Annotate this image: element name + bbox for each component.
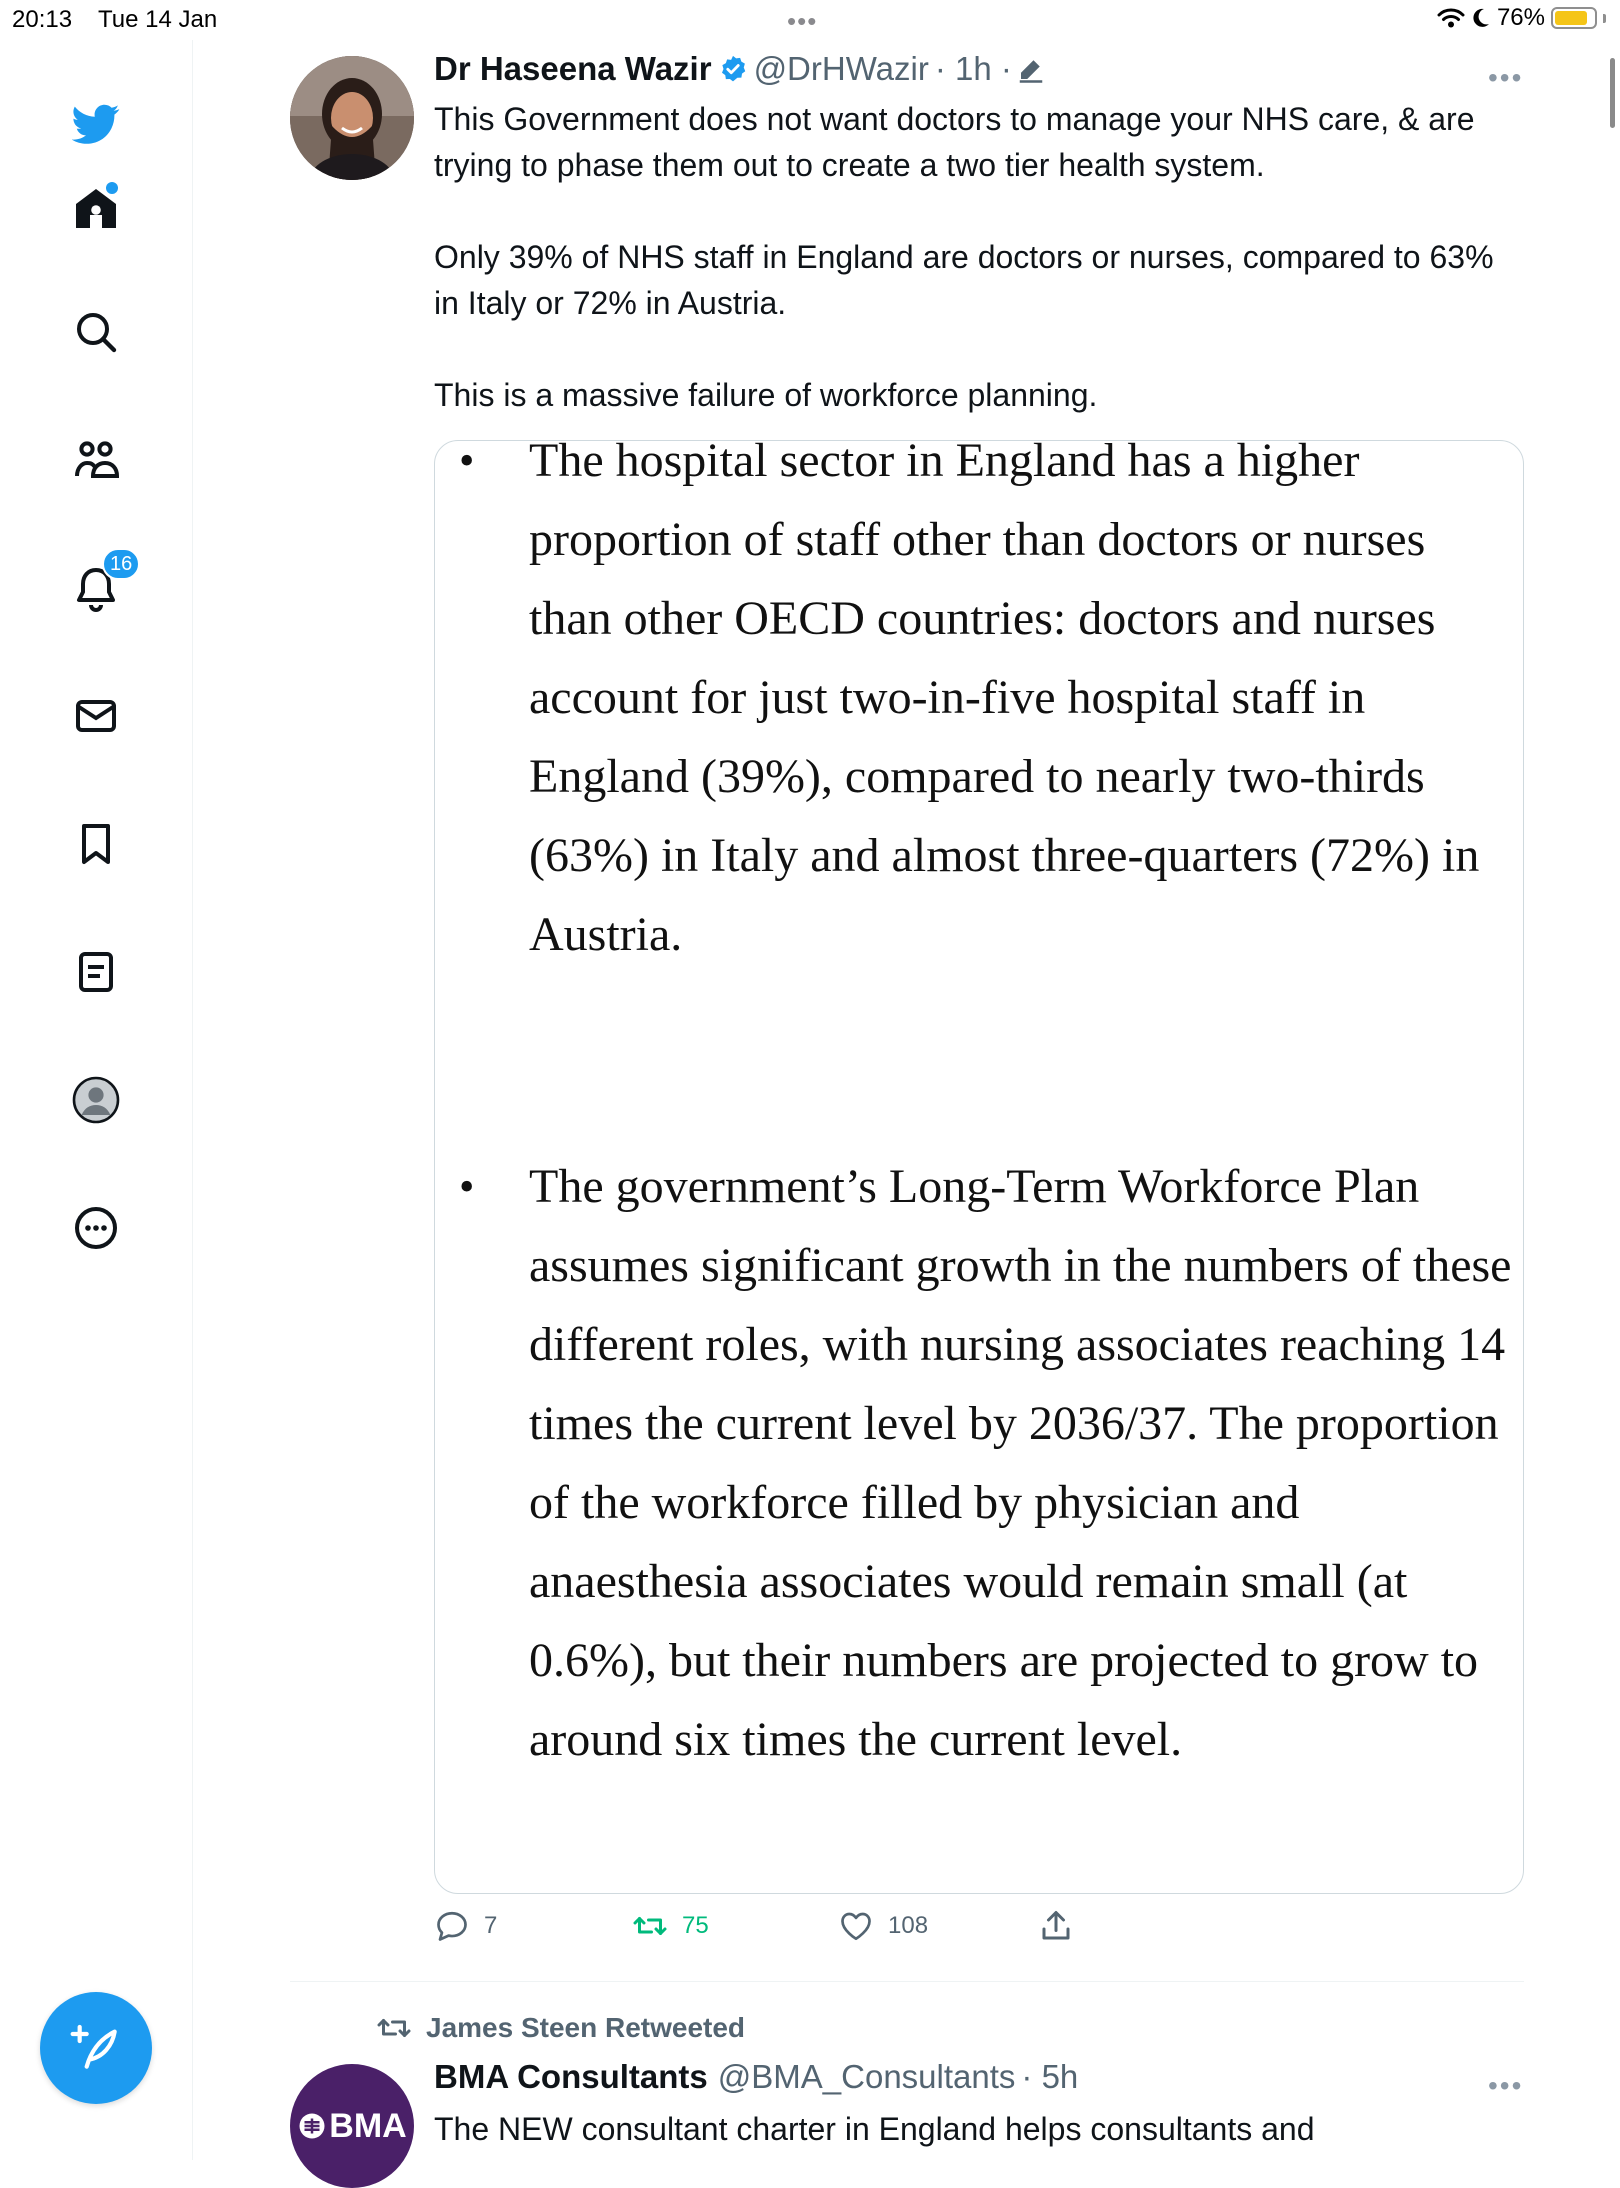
envelope-icon — [72, 692, 120, 740]
like-count: 108 — [888, 1912, 929, 1939]
author-handle[interactable]: @BMA_Consultants — [717, 2058, 1016, 2095]
heart-icon — [838, 1908, 874, 1944]
reply-button[interactable] — [434, 1908, 497, 1944]
author-name[interactable]: Dr Haseena Wazir — [434, 50, 712, 87]
tweet-actions — [434, 1908, 1434, 1952]
share-button[interactable] — [1038, 1908, 1074, 1944]
notifications-badge: 16 — [102, 548, 140, 580]
tweet-more-options-icon[interactable]: ••• — [1488, 2070, 1524, 2101]
bma-avatar[interactable] — [290, 2064, 414, 2188]
retweet-icon — [632, 1908, 668, 1944]
nav-explore[interactable] — [62, 298, 130, 366]
sidebar — [0, 40, 193, 2160]
list-icon — [72, 948, 120, 996]
tweet-time[interactable]: · 5h — [1021, 2058, 1079, 2095]
bookmark-icon — [72, 820, 120, 868]
nav-bookmarks[interactable] — [62, 810, 130, 878]
feather-plus-icon — [68, 2020, 124, 2076]
tweet-text: The NEW consultant charter in England helps consultants and — [434, 2111, 1315, 2147]
unread-dot — [106, 182, 118, 194]
reply-count: 7 — [484, 1912, 498, 1939]
reply-icon — [434, 1908, 470, 1944]
tweet-time[interactable]: · 1h · — [934, 50, 1012, 87]
tweet-image[interactable] — [434, 440, 1524, 1894]
image-bullet-text: • The hospital sector in England has a higher proportion of staff other than doctors or nurses than other OECD countries: doctors and nurses account for just two-in-five hospital staff in England (39%), compared to nearly two-thirds (63%) in Italy and almost three-quarters (72%) in Austria. — [529, 440, 1519, 974]
verified-badge-icon — [718, 54, 748, 84]
nav-home[interactable] — [62, 174, 130, 242]
nav-lists[interactable] — [62, 938, 130, 1006]
search-icon — [72, 308, 120, 356]
wifi-icon — [1437, 7, 1465, 29]
edited-pencil-icon — [1016, 54, 1046, 84]
retweeted-by-line[interactable] — [376, 2010, 745, 2046]
battery-percent: 76% — [1496, 4, 1545, 31]
moon-icon — [1471, 7, 1491, 29]
battery-icon — [1551, 7, 1597, 29]
tweet-divider — [290, 1981, 1524, 1982]
status-date: Tue 14 Jan — [98, 6, 218, 33]
image-bullet-text: • The government’s Long-Term Workforce Plan assumes significant growth in the numbers of these different roles, with nursing associates reaching 14 times the current level by 2036/37. The proportion of the workforce filled by physician and anaesthesia associates would remain small (at 0.6%), but their numbers are projected to grow to around six times the current level. — [529, 1147, 1519, 1779]
tweet-header — [434, 2058, 1078, 2096]
tweet-header — [434, 50, 1046, 88]
twitter-logo-icon[interactable] — [62, 90, 130, 158]
like-button[interactable] — [838, 1908, 928, 1944]
share-icon — [1038, 1908, 1074, 1944]
author-avatar[interactable] — [290, 56, 414, 180]
retweeted-by-label: James Steen Retweeted — [426, 2012, 746, 2043]
compose-tweet-button[interactable] — [40, 1992, 152, 2104]
retweet-button[interactable] — [632, 1908, 709, 1944]
nav-more[interactable] — [62, 1194, 130, 1262]
author-name[interactable]: BMA Consultants — [434, 2058, 708, 2095]
retweet-icon — [376, 2010, 412, 2046]
nav-messages[interactable] — [62, 682, 130, 750]
tweet-text — [434, 96, 1514, 418]
profile-avatar-icon — [72, 1076, 120, 1124]
author-handle[interactable]: @DrHWazir — [753, 50, 929, 87]
retweet-count: 75 — [682, 1912, 709, 1939]
tweet-paragraph: Only 39% of NHS staff in England are doctors or nurses, compared to 63% in Italy or 72% in Austria. — [434, 239, 1494, 321]
communities-icon — [72, 436, 120, 484]
status-bar — [0, 0, 1620, 40]
nav-communities[interactable] — [62, 426, 130, 494]
nav-notifications[interactable] — [62, 552, 133, 622]
bma-logo-icon — [297, 2111, 327, 2141]
tweet-paragraph: This Government does not want doctors to manage your NHS care, & are trying to phase them out to create a two tier health system. — [434, 101, 1475, 183]
status-time: 20:13 — [12, 6, 73, 33]
tweet-more-options-icon[interactable]: ••• — [1488, 62, 1524, 93]
scrollbar[interactable] — [1610, 58, 1615, 128]
bma-avatar-text: BMA — [329, 2106, 407, 2145]
more-circle-icon — [72, 1204, 120, 1252]
tweet-paragraph: This is a massive failure of workforce planning. — [434, 377, 1098, 413]
multitasking-dots-icon[interactable]: ••• — [787, 6, 818, 36]
nav-profile[interactable] — [62, 1066, 130, 1134]
